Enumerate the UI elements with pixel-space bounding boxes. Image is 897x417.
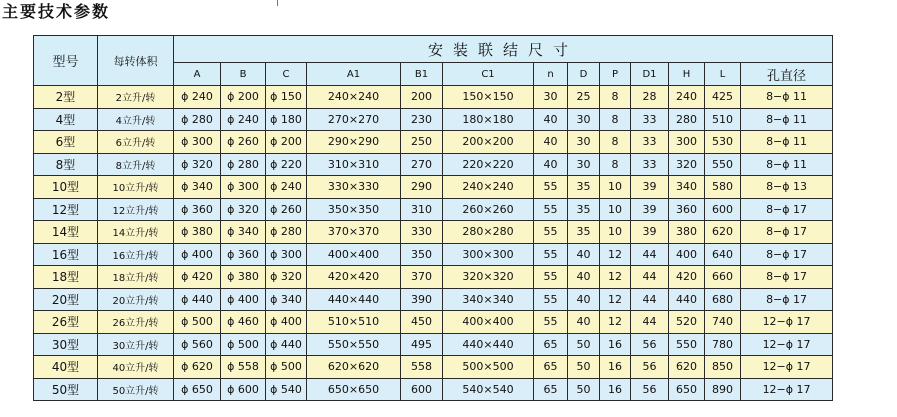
table-cell: 40	[568, 311, 600, 334]
table-cell: 10	[600, 221, 631, 244]
table-cell: ϕ 320	[174, 153, 221, 176]
table-cell: 25	[568, 86, 600, 109]
column-header: n	[534, 63, 568, 86]
table-cell: 56	[631, 356, 669, 379]
table-cell: 12	[600, 266, 631, 289]
table-cell: 30	[568, 153, 600, 176]
table-row	[34, 356, 833, 379]
table-cell: 12	[600, 288, 631, 311]
table-cell: 33	[631, 108, 669, 131]
table-cell: 350	[401, 243, 443, 266]
table-cell: ϕ 650	[174, 378, 221, 401]
table-cell: 65	[534, 378, 568, 401]
table-cell: 740	[705, 311, 741, 334]
table-cell: 180×180	[443, 108, 534, 131]
table-cell: 30	[534, 86, 568, 109]
table-cell: 55	[534, 266, 568, 289]
table-cell: 40	[534, 131, 568, 154]
table-cell: 12	[600, 311, 631, 334]
volume-cell: 12立升/转	[98, 198, 174, 221]
page-title: 主要技术参数	[2, 2, 111, 21]
table-cell: 270×270	[307, 108, 401, 131]
table-cell: 12−ϕ 17	[741, 378, 833, 401]
table-cell: 55	[534, 288, 568, 311]
table-row	[34, 333, 833, 356]
table-cell: 16	[600, 333, 631, 356]
table-cell: 44	[631, 266, 669, 289]
table-cell: ϕ 280	[174, 108, 221, 131]
table-cell: 55	[534, 311, 568, 334]
table-cell: 40	[568, 288, 600, 311]
header-volume: 每转体积	[98, 36, 174, 86]
table-cell: ϕ 558	[221, 356, 266, 379]
table-cell: 16	[600, 356, 631, 379]
volume-cell: 4立升/转	[98, 108, 174, 131]
table-cell: 550	[669, 333, 705, 356]
table-cell: ϕ 240	[174, 86, 221, 109]
model-cell: 50型	[34, 378, 98, 401]
table-cell: ϕ 340	[266, 288, 307, 311]
table-cell: ϕ 380	[174, 221, 221, 244]
table-cell: 8−ϕ 11	[741, 131, 833, 154]
table-cell: 39	[631, 198, 669, 221]
table-cell: 330×330	[307, 176, 401, 199]
table-cell: ϕ 400	[221, 288, 266, 311]
table-row	[34, 198, 833, 221]
table-cell: 330	[401, 221, 443, 244]
table-cell: 620×620	[307, 356, 401, 379]
table-cell: ϕ 260	[266, 198, 307, 221]
table-cell: 440	[669, 288, 705, 311]
table-cell: 8	[600, 86, 631, 109]
table-cell: ϕ 260	[221, 131, 266, 154]
table-cell: 660	[705, 266, 741, 289]
table-cell: ϕ 420	[174, 266, 221, 289]
model-cell: 26型	[34, 311, 98, 334]
table-row	[34, 108, 833, 131]
table-cell: 8	[600, 131, 631, 154]
model-cell: 4型	[34, 108, 98, 131]
table-cell: 50	[568, 356, 600, 379]
table-cell: 12−ϕ 17	[741, 333, 833, 356]
table-cell: 310×310	[307, 153, 401, 176]
table-cell: 350×350	[307, 198, 401, 221]
table-cell: 495	[401, 333, 443, 356]
table-cell: 280×280	[443, 221, 534, 244]
table-cell: ϕ 240	[266, 176, 307, 199]
table-cell: ϕ 500	[221, 333, 266, 356]
table-cell: 558	[401, 356, 443, 379]
table-cell: 8−ϕ 17	[741, 266, 833, 289]
table-cell: 40	[568, 266, 600, 289]
table-cell: ϕ 220	[266, 153, 307, 176]
table-cell: 600	[705, 198, 741, 221]
table-cell: ϕ 300	[174, 131, 221, 154]
table-cell: ϕ 560	[174, 333, 221, 356]
table-cell: ϕ 440	[174, 288, 221, 311]
column-header: A1	[307, 63, 401, 86]
table-cell: 40	[568, 243, 600, 266]
table-cell: 200×200	[443, 131, 534, 154]
table-cell: ϕ 280	[221, 153, 266, 176]
column-header: D	[568, 63, 600, 86]
table-cell: 640	[705, 243, 741, 266]
table-row	[34, 288, 833, 311]
table-cell: ϕ 500	[174, 311, 221, 334]
table-cell: 8	[600, 153, 631, 176]
model-cell: 20型	[34, 288, 98, 311]
table-cell: ϕ 360	[221, 243, 266, 266]
column-header: 孔直径	[741, 63, 833, 86]
table-cell: 370	[401, 266, 443, 289]
table-cell: 33	[631, 131, 669, 154]
table-cell: 530	[705, 131, 741, 154]
table-cell: 290×290	[307, 131, 401, 154]
table-cell: 10	[600, 176, 631, 199]
model-cell: 6型	[34, 131, 98, 154]
table-cell: 680	[705, 288, 741, 311]
table-cell: 400×400	[307, 243, 401, 266]
table-cell: 40	[534, 153, 568, 176]
model-cell: 10型	[34, 176, 98, 199]
column-header: B	[221, 63, 266, 86]
table-cell: 8−ϕ 17	[741, 198, 833, 221]
table-cell: ϕ 620	[174, 356, 221, 379]
model-cell: 2型	[34, 86, 98, 109]
model-cell: 14型	[34, 221, 98, 244]
table-cell: 8−ϕ 17	[741, 243, 833, 266]
volume-cell: 10立升/转	[98, 176, 174, 199]
table-cell: 390	[401, 288, 443, 311]
table-cell: 425	[705, 86, 741, 109]
table-cell: 340×340	[443, 288, 534, 311]
table-cell: 10	[600, 198, 631, 221]
table-cell: 50	[568, 333, 600, 356]
table-cell: 650×650	[307, 378, 401, 401]
model-cell: 18型	[34, 266, 98, 289]
column-header: A	[174, 63, 221, 86]
table-cell: 510×510	[307, 311, 401, 334]
table-cell: ϕ 400	[266, 311, 307, 334]
table-cell: 56	[631, 378, 669, 401]
table-cell: 50	[568, 378, 600, 401]
model-cell: 40型	[34, 356, 98, 379]
volume-cell: 18立升/转	[98, 266, 174, 289]
table-cell: 310	[401, 198, 443, 221]
table-cell: 8−ϕ 11	[741, 153, 833, 176]
table-cell: 320	[669, 153, 705, 176]
table-cell: ϕ 200	[221, 86, 266, 109]
table-cell: ϕ 340	[221, 221, 266, 244]
column-header: C1	[443, 63, 534, 86]
volume-cell: 2立升/转	[98, 86, 174, 109]
table-cell: 600	[401, 378, 443, 401]
table-cell: 8−ϕ 11	[741, 108, 833, 131]
table-cell: 55	[534, 221, 568, 244]
table-cell: 380	[669, 221, 705, 244]
table-cell: 200	[401, 86, 443, 109]
table-cell: 16	[600, 378, 631, 401]
table-cell: 440×440	[307, 288, 401, 311]
table-cell: 33	[631, 153, 669, 176]
table-cell: ϕ 300	[266, 243, 307, 266]
table-cell: 500×500	[443, 356, 534, 379]
table-cell: 44	[631, 288, 669, 311]
table-cell: 28	[631, 86, 669, 109]
table-cell: 270	[401, 153, 443, 176]
table-cell: 550	[705, 153, 741, 176]
column-header: H	[669, 63, 705, 86]
table-cell: 540×540	[443, 378, 534, 401]
table-row	[34, 176, 833, 199]
table-cell: 39	[631, 221, 669, 244]
table-cell: 300×300	[443, 243, 534, 266]
divider-mark	[277, 0, 278, 6]
model-cell: 16型	[34, 243, 98, 266]
table-cell: 850	[705, 356, 741, 379]
table-cell: ϕ 400	[174, 243, 221, 266]
table-cell: 620	[669, 356, 705, 379]
table-cell: 8	[600, 108, 631, 131]
table-cell: 8−ϕ 17	[741, 221, 833, 244]
table-cell: 280	[669, 108, 705, 131]
table-cell: 240×240	[443, 176, 534, 199]
volume-cell: 14立升/转	[98, 221, 174, 244]
volume-cell: 40立升/转	[98, 356, 174, 379]
table-row	[34, 243, 833, 266]
table-cell: 890	[705, 378, 741, 401]
table-cell: ϕ 340	[174, 176, 221, 199]
table-cell: 40	[534, 108, 568, 131]
table-cell: 8−ϕ 17	[741, 288, 833, 311]
table-cell: ϕ 320	[221, 198, 266, 221]
table-cell: 450	[401, 311, 443, 334]
column-header: D1	[631, 63, 669, 86]
table-cell: ϕ 300	[221, 176, 266, 199]
model-cell: 30型	[34, 333, 98, 356]
table-cell: 510	[705, 108, 741, 131]
column-header: B1	[401, 63, 443, 86]
column-header: P	[600, 63, 631, 86]
table-cell: ϕ 180	[266, 108, 307, 131]
table-cell: 35	[568, 221, 600, 244]
volume-cell: 26立升/转	[98, 311, 174, 334]
table-cell: 240	[669, 86, 705, 109]
table-row	[34, 153, 833, 176]
table-cell: ϕ 360	[174, 198, 221, 221]
table-cell: 55	[534, 243, 568, 266]
table-cell: 520	[669, 311, 705, 334]
table-row	[34, 266, 833, 289]
model-cell: 8型	[34, 153, 98, 176]
table-cell: ϕ 380	[221, 266, 266, 289]
table-cell: 650	[669, 378, 705, 401]
table-cell: 39	[631, 176, 669, 199]
table-cell: 55	[534, 198, 568, 221]
table-cell: 8−ϕ 13	[741, 176, 833, 199]
column-header: C	[266, 63, 307, 86]
table-cell: 30	[568, 108, 600, 131]
volume-cell: 8立升/转	[98, 153, 174, 176]
table-row	[34, 378, 833, 401]
table-cell: ϕ 320	[266, 266, 307, 289]
table-cell: 360	[669, 198, 705, 221]
table-cell: 220×220	[443, 153, 534, 176]
table-cell: ϕ 440	[266, 333, 307, 356]
model-cell: 12型	[34, 198, 98, 221]
header-model: 型号	[34, 36, 98, 86]
table-cell: ϕ 540	[266, 378, 307, 401]
table-row	[34, 131, 833, 154]
table-row	[34, 86, 833, 109]
table-cell: 30	[568, 131, 600, 154]
table-cell: 35	[568, 198, 600, 221]
table-cell: 780	[705, 333, 741, 356]
table-cell: 240×240	[307, 86, 401, 109]
table-cell: 12−ϕ 17	[741, 311, 833, 334]
table-cell: ϕ 150	[266, 86, 307, 109]
table-cell: ϕ 280	[266, 221, 307, 244]
table-cell: 12	[600, 243, 631, 266]
volume-cell: 30立升/转	[98, 333, 174, 356]
table-cell: ϕ 600	[221, 378, 266, 401]
volume-cell: 6立升/转	[98, 131, 174, 154]
table-cell: 340	[669, 176, 705, 199]
table-cell: 44	[631, 243, 669, 266]
table-row	[34, 311, 833, 334]
header-group: 安装联结尺寸	[174, 36, 833, 63]
volume-cell: 50立升/转	[98, 378, 174, 401]
table-cell: 420	[669, 266, 705, 289]
table-row	[34, 221, 833, 244]
table-cell: 400	[669, 243, 705, 266]
table-cell: ϕ 240	[221, 108, 266, 131]
table-cell: 150×150	[443, 86, 534, 109]
table-cell: 420×420	[307, 266, 401, 289]
table-cell: 8−ϕ 11	[741, 86, 833, 109]
table-cell: 35	[568, 176, 600, 199]
table-cell: 440×440	[443, 333, 534, 356]
table-cell: ϕ 200	[266, 131, 307, 154]
table-cell: 56	[631, 333, 669, 356]
table-cell: 550×550	[307, 333, 401, 356]
table-cell: 12−ϕ 17	[741, 356, 833, 379]
volume-cell: 16立升/转	[98, 243, 174, 266]
table-cell: 300	[669, 131, 705, 154]
spec-table	[33, 35, 833, 401]
table-cell: 620	[705, 221, 741, 244]
table-cell: 230	[401, 108, 443, 131]
table-cell: 260×260	[443, 198, 534, 221]
table-cell: ϕ 460	[221, 311, 266, 334]
table-cell: 65	[534, 356, 568, 379]
table-cell: 65	[534, 333, 568, 356]
table-cell: 370×370	[307, 221, 401, 244]
table-cell: 320×320	[443, 266, 534, 289]
table-cell: 580	[705, 176, 741, 199]
table-cell: 400×400	[443, 311, 534, 334]
table-cell: 55	[534, 176, 568, 199]
table-cell: 290	[401, 176, 443, 199]
volume-cell: 20立升/转	[98, 288, 174, 311]
table-cell: 250	[401, 131, 443, 154]
table-cell: 44	[631, 311, 669, 334]
table-cell: ϕ 500	[266, 356, 307, 379]
column-header: L	[705, 63, 741, 86]
